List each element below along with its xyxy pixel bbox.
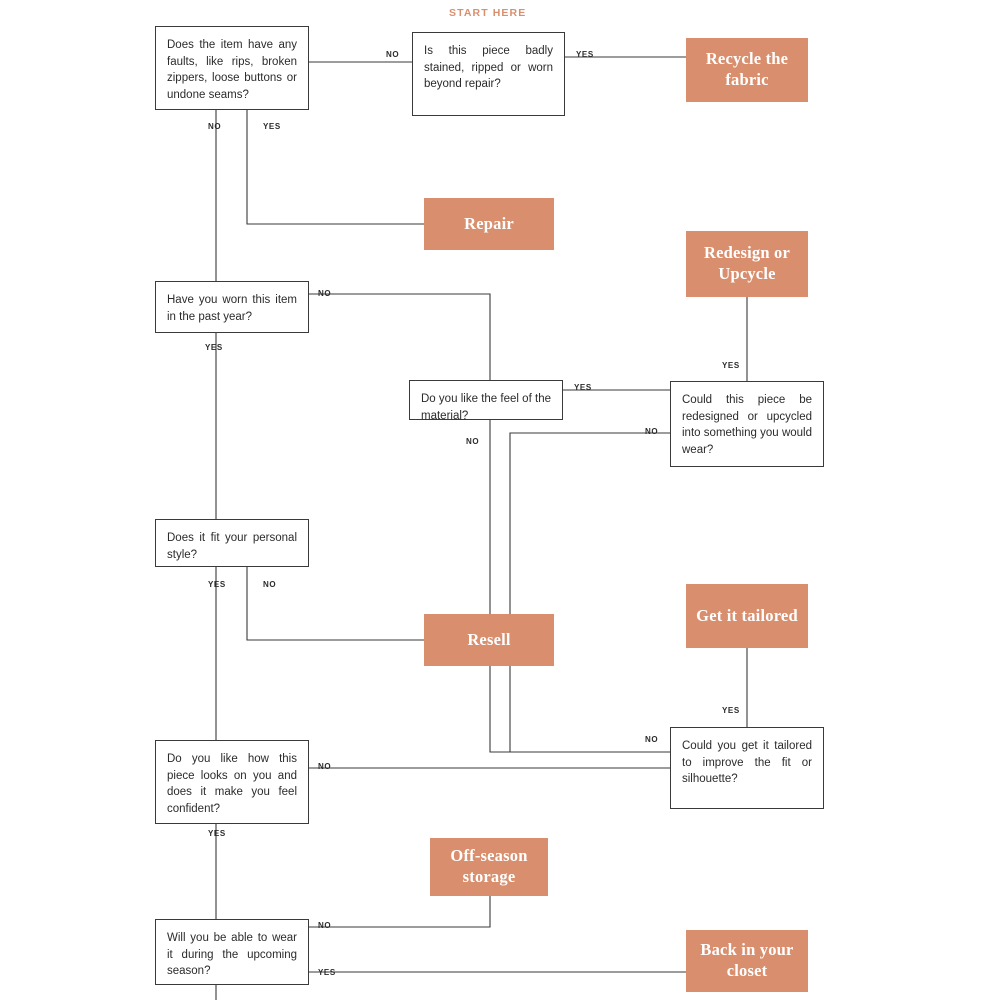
question-node-worn-past-year: [155, 281, 309, 333]
edge-label-worn-yes: YES: [205, 343, 223, 352]
question-text: Do you like how this piece looks on you and does it make you feel confident?: [167, 753, 297, 816]
question-node-personal-style: [155, 519, 309, 567]
action-node-back-in-closet: [686, 930, 808, 992]
question-node-faults: [155, 26, 309, 110]
edge-label-tailored-yes: YES: [722, 706, 740, 715]
action-node-get-it-tailored: [686, 584, 808, 648]
question-node-tailoring: [670, 727, 824, 809]
question-text: Will you be able to wear it during the upcoming season?: [167, 932, 297, 978]
edge-label-season-yes: YES: [318, 968, 336, 977]
action-text: Resell: [467, 629, 511, 649]
question-node-upcoming-season: [155, 919, 309, 985]
question-text: Do you like the feel of the material?: [421, 393, 551, 422]
question-node-feel-material: [409, 380, 563, 420]
edge-label-tailored-no: NO: [645, 735, 659, 744]
question-node-stained: [412, 32, 565, 116]
start-here-label: START HERE: [449, 7, 527, 19]
question-text: Could this piece be redesigned or upcycled into something you would wear?: [682, 394, 812, 457]
action-node-recycle-fabric: [686, 38, 808, 102]
action-text: Off-season storage: [450, 846, 528, 886]
question-node-confidence: [155, 740, 309, 824]
question-text: Have you worn this item in the past year?: [167, 294, 297, 323]
edge-label-confidence-yes: YES: [208, 829, 226, 838]
edge-label-stained-yes: YES: [576, 50, 594, 59]
action-text: Redesign or Upcycle: [703, 243, 791, 283]
question-node-redesign-upcycle: [670, 381, 824, 467]
action-text: Repair: [464, 213, 514, 233]
question-text: Is this piece badly stained, ripped or worn beyond repair?: [424, 45, 553, 91]
edge-label-season-no: NO: [318, 921, 332, 930]
question-text: Does it fit your personal style?: [167, 532, 297, 561]
question-text: Does the item have any faults, like rips, broken zippers, loose buttons or undone seams?: [167, 39, 297, 102]
edge-label-material-yes: YES: [574, 383, 592, 392]
edge-label-style-no: NO: [263, 580, 277, 589]
edge-label-faults-no: NO: [386, 50, 400, 59]
action-text: Back in your closet: [700, 940, 794, 980]
edge-label-redesign-no: NO: [645, 427, 659, 436]
action-node-resell: [424, 614, 554, 666]
edge-label-confidence-no: NO: [318, 762, 332, 771]
action-node-repair: [424, 198, 554, 250]
edge-label-worn-no: NO: [318, 289, 332, 298]
edge-label-faults-yes: YES: [263, 122, 281, 131]
edge-label-faults-no-down: NO: [208, 122, 222, 131]
action-node-offseason-storage: [430, 838, 548, 896]
edge-label-redesign-yes: YES: [722, 361, 740, 370]
edge-label-material-no: NO: [466, 437, 480, 446]
action-node-redesign-upcycle: [686, 231, 808, 297]
action-text: Get it tailored: [696, 605, 798, 625]
action-text: Recycle the fabric: [705, 49, 789, 89]
edge-label-style-yes: YES: [208, 580, 226, 589]
question-text: Could you get it tailored to improve the fit or silhouette?: [682, 740, 812, 786]
